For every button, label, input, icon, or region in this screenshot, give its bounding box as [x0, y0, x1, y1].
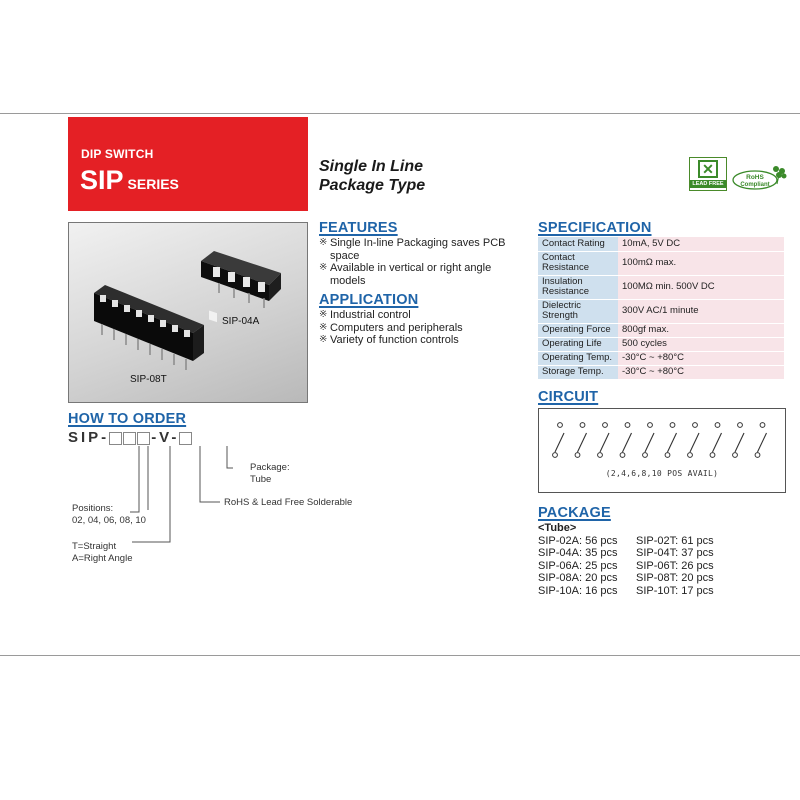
spec-key: Contact Resistance	[538, 251, 618, 275]
switch-symbol	[598, 423, 609, 458]
package-item: SIP-04T: 37 pcs	[636, 547, 714, 559]
list-item-cont: space	[330, 249, 360, 262]
switch-symbol	[733, 423, 744, 458]
spec-key: Contact Rating	[538, 237, 618, 251]
table-row	[538, 351, 784, 365]
spec-value: 800gf max.	[618, 323, 784, 337]
switch-symbol	[688, 423, 699, 458]
spec-key: Storage Temp.	[538, 365, 618, 379]
order-rohs-label: RoHS & Lead Free Solderable	[224, 497, 353, 508]
spec-value: 100MΩ min. 500V DC	[618, 275, 784, 299]
lead-free-x-icon: ✕	[698, 160, 718, 178]
table-row	[538, 237, 784, 251]
spec-value: 100mΩ max.	[618, 251, 784, 275]
title-banner	[68, 117, 308, 211]
package-item: SIP-08A: 20 pcs	[538, 572, 618, 584]
table-row	[538, 337, 784, 351]
list-item-cont: models	[330, 274, 366, 287]
compliant-label: Compliant	[740, 182, 770, 188]
tube-label: <Tube>	[538, 522, 577, 534]
how-to-order-heading: HOW TO ORDER	[68, 411, 187, 427]
rohs-label: RoHS	[746, 174, 764, 181]
package-item: SIP-04A: 35 pcs	[538, 547, 618, 559]
table-row	[538, 251, 784, 275]
package-item: SIP-10A: 16 pcs	[538, 584, 618, 597]
spec-value: 10mA, 5V DC	[618, 237, 784, 251]
circuit-heading: CIRCUIT	[538, 389, 599, 405]
list-item: ※ Industrial control	[319, 309, 529, 322]
specification-table	[538, 237, 784, 380]
product-photo	[68, 222, 308, 403]
order-package-label: Package: Tube	[250, 462, 290, 485]
spec-value: 300V AC/1 minute	[618, 299, 784, 323]
switch-symbol	[643, 423, 654, 458]
order-prefix: SIP-	[68, 429, 110, 446]
spec-key: Dielectric Strength	[538, 299, 618, 323]
switch-symbol	[575, 423, 586, 458]
series-title	[80, 165, 179, 196]
application-list	[319, 309, 529, 347]
switch-schematic	[539, 409, 785, 469]
switch-symbol	[710, 423, 721, 458]
spec-key: Operating Force	[538, 323, 618, 337]
package-item: SIP-06T: 26 pcs	[636, 559, 714, 572]
spec-key: Operating Life	[538, 337, 618, 351]
package-item: SIP-08T: 20 pcs	[636, 572, 714, 584]
table-row	[538, 323, 784, 337]
package-item: SIP-02A: 56 pcs	[538, 534, 618, 547]
order-type-label: T=Straight A=Right Angle	[72, 541, 133, 564]
list-item: ※ Variety of function controls	[319, 334, 529, 347]
package-grid	[538, 535, 736, 598]
list-item: ※ Single In-line Packaging saves PCB	[319, 237, 529, 250]
table-row	[538, 365, 784, 379]
series-suffix: SERIES	[127, 176, 179, 192]
lead-free-badge	[689, 157, 727, 191]
package-item: SIP-02T: 61 pcs	[636, 534, 714, 547]
page-subtitle	[319, 157, 425, 195]
series-name: SIP	[80, 165, 124, 195]
spec-key: Insulation Resistance	[538, 275, 618, 299]
switch-symbol	[665, 423, 676, 458]
subtitle-line-1: Single In Line	[319, 158, 424, 175]
subtitle-line-2: Package Type	[319, 177, 426, 194]
sip-04a-part	[201, 251, 281, 322]
spec-value: -30°C ~ +80°C	[618, 351, 784, 365]
features-list	[319, 237, 529, 287]
order-positions-label: Positions: 02, 04, 06, 08, 10	[72, 503, 146, 526]
label-sip-08t: SIP-08T	[130, 374, 167, 385]
label-sip-04a: SIP-04A	[222, 316, 260, 327]
category-label: DIP SWITCH	[81, 147, 154, 161]
application-heading: APPLICATION	[319, 292, 419, 308]
lead-free-label: LEAD FREE	[690, 180, 726, 188]
order-mid: -V-	[151, 429, 180, 446]
spec-key: Operating Temp.	[538, 351, 618, 365]
package-list	[538, 522, 736, 597]
package-item: SIP-10T: 17 pcs	[636, 584, 714, 597]
list-item: ※ Available in vertical or right angle	[319, 262, 529, 275]
switch-symbol	[620, 423, 631, 458]
table-row	[538, 299, 784, 323]
circuit-caption: (2,4,6,8,10 POS AVAIL)	[605, 469, 719, 478]
features-heading: FEATURES	[319, 220, 398, 236]
switch-symbol	[553, 423, 564, 458]
sip-08t-part	[94, 285, 204, 370]
package-item: SIP-06A: 25 pcs	[538, 559, 618, 572]
rohs-compliant-logo	[731, 162, 789, 192]
spec-value: -30°C ~ +80°C	[618, 365, 784, 379]
spec-value: 500 cycles	[618, 337, 784, 351]
specification-heading: SPECIFICATION	[538, 220, 652, 236]
package-heading: PACKAGE	[538, 505, 611, 521]
table-row	[538, 275, 784, 299]
circuit-diagram	[538, 408, 786, 493]
switch-symbol	[755, 423, 766, 458]
sip-switch-illustration	[69, 223, 309, 404]
list-item: ※ Computers and peripherals	[319, 322, 529, 335]
